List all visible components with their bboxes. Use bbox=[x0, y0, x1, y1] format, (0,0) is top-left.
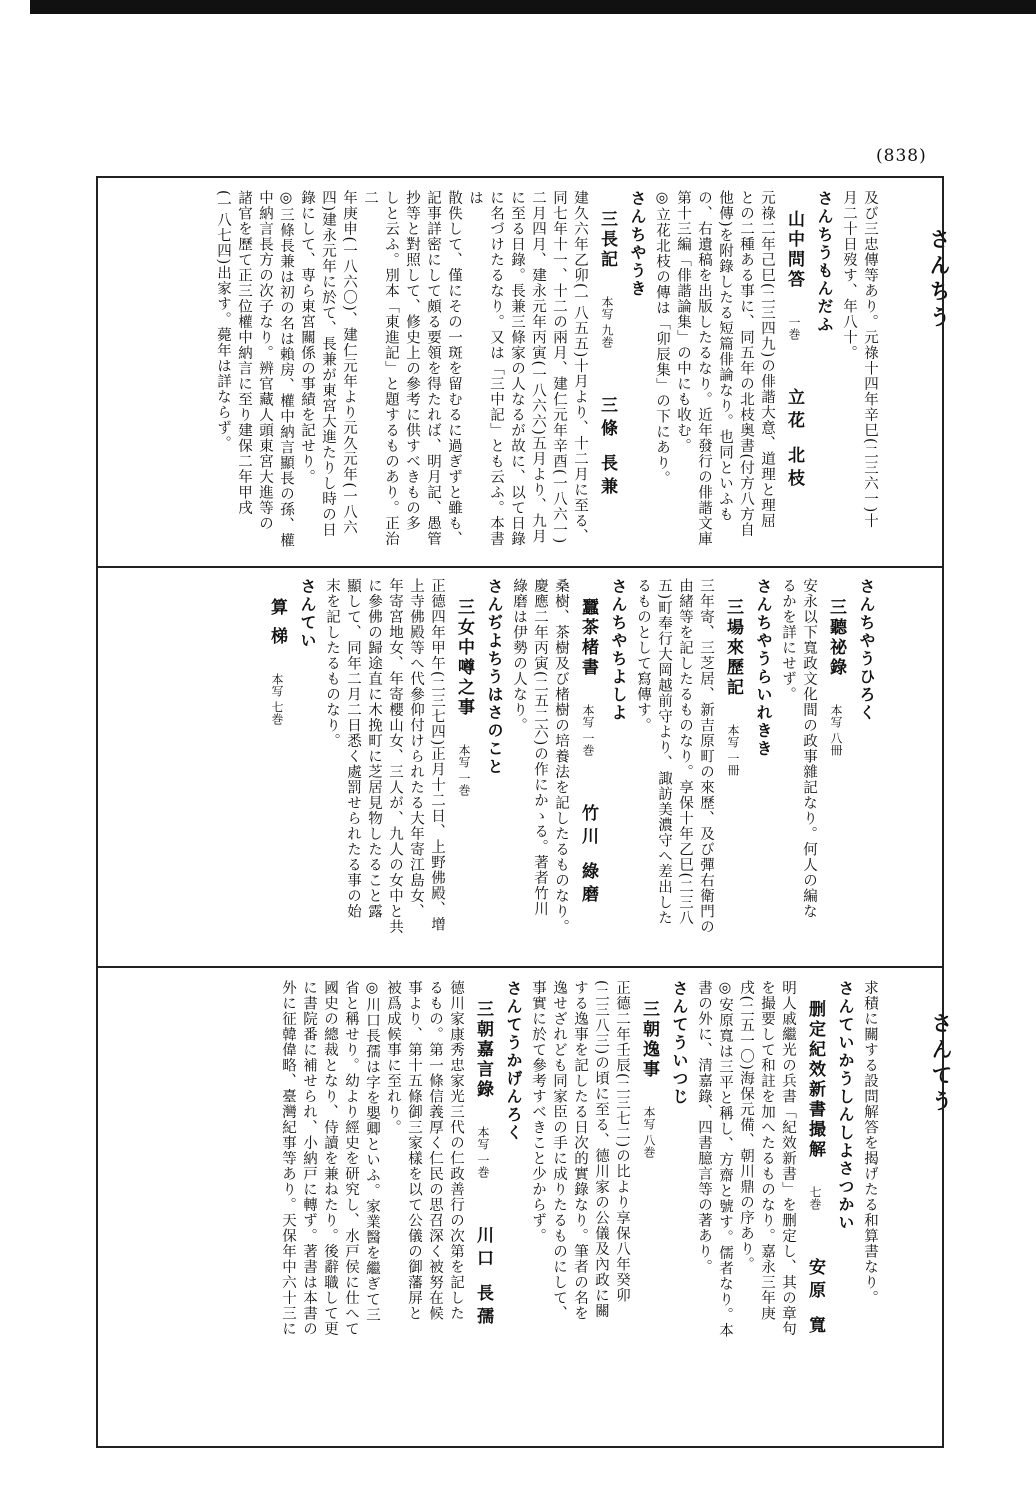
entry-title-line bbox=[447, 578, 481, 954]
entry-text-line: しと云ふ。別本「東進記」と題するものあり。正治二 bbox=[362, 190, 399, 547]
entry-volume-spec: 本写 一巻 bbox=[457, 744, 471, 796]
entry-volume-spec: 本写 七巻 bbox=[270, 672, 284, 725]
entry-text-line: 事より、第十五條御三家樣を以て公儀の御藩屏と bbox=[406, 980, 422, 1321]
entry-text-line: 錄にして、専ら東宮關係の事績を記せり。 bbox=[299, 190, 315, 485]
entry-reading-heading: さんてうかげんろく bbox=[504, 980, 523, 1142]
entry-title-line bbox=[716, 578, 750, 954]
entry-reading-heading: さんてういつじ bbox=[670, 980, 689, 1106]
entry-text-line: との二種ある事に、同五年の北枝奥書(付方八方自 bbox=[738, 190, 754, 538]
entry-text-line: 德川家康秀忠家光三代の仁政善行の次第を記した bbox=[448, 980, 464, 1321]
entry-volume-spec: 本写 一冊 bbox=[726, 724, 740, 776]
entry-text-line: 國史の總裁となり、侍讀を兼ねたり。後辭職して更 bbox=[322, 980, 338, 1337]
entry-title-line bbox=[260, 578, 294, 954]
entry-title-line bbox=[798, 980, 832, 1436]
entry-text-line: 年寄宮地女、年寄櫻山女、三人が、九人の女中と共 bbox=[387, 578, 403, 935]
entry-reading-heading: さんちうもんだふ bbox=[815, 190, 834, 334]
entry-text-line: の、右遺稿を出版したるなり。近年發行の俳諧文庫 bbox=[696, 190, 712, 547]
entry-text-line: 第十三編「俳諧論集」の中にも收む。 bbox=[675, 190, 691, 454]
entry-text-line: 諸官を歷て正三位權中納言に至り建保二年甲戌 bbox=[236, 190, 252, 516]
entry-volume-spec: 本写 八冊 bbox=[829, 704, 843, 756]
entry-volume-spec: 本写 九巻 bbox=[600, 296, 614, 348]
top-black-rule bbox=[30, 0, 1036, 14]
entry-text-line: 二月四月、建永元年丙寅(一八六六)五月より、九月 bbox=[530, 190, 546, 545]
entry-reading-heading: さんちやちよしよ bbox=[609, 578, 628, 722]
entry-text-line: 慶應二年丙寅(二五二六)の作にかゝる。著者竹川 bbox=[532, 578, 548, 917]
entry-text-line: 建久六年乙卯(一八五五)十月より、十二月に至る、 bbox=[572, 190, 588, 545]
entry-title: 三長記 bbox=[597, 210, 617, 270]
entry-text-line: 戌(二五一〇)海保元備、朝川鼎の序あり。 bbox=[738, 980, 754, 1273]
entry-text-line: 散佚して、僅にその一斑を留むるに過ぎずと雖も、 bbox=[446, 190, 462, 547]
entry-text-line: ◎三條長兼は初の名は賴房、權中納言顯長の孫、權 bbox=[278, 190, 294, 548]
entry-title: 三聽祕錄 bbox=[826, 598, 846, 678]
entry-title-line bbox=[590, 190, 624, 552]
section-divider bbox=[96, 966, 944, 968]
entry-text-line: 由緒等を記したるものなり。享保十年乙巳(二三八 bbox=[677, 578, 693, 926]
entry-title-line bbox=[571, 578, 605, 954]
entries-panel-middle bbox=[110, 578, 880, 954]
entry-text-line: 年庚申(一八六〇)、建仁元年より元久元年(一八六 bbox=[341, 190, 357, 536]
entries-panel-bottom bbox=[110, 980, 880, 1436]
entry-title: 三女中噂之事 bbox=[454, 598, 474, 718]
entry-volume-spec: 七巻 bbox=[808, 1186, 822, 1210]
entry-text-line: るもの。第一條信義厚く仁民の思召深く被努在候 bbox=[427, 980, 443, 1321]
entry-text-line: 書の外に、清嘉錄、四書臆言等の著あり。 bbox=[696, 980, 712, 1275]
entry-text-line: 中納言長方の次子なり。辨官藏人頭東宮大進等の bbox=[257, 190, 273, 531]
entry-text-line: 上寺佛殿等へ代參仰付けられたる大年寄江島女、 bbox=[408, 578, 424, 919]
entry-text-line: に名づけたるなり。又は「三中記」とも云ふ。本書は bbox=[467, 190, 504, 547]
entry-text-line: に書院番に補せられ、小納戸に轉ず。著書は本書の bbox=[301, 980, 317, 1337]
entry-text-line: 五)町奉行大岡越前守より、諏訪美濃守へ差出した bbox=[656, 578, 672, 926]
entry-author: 立花 北枝 bbox=[784, 388, 804, 492]
entry-title: 删定紀效新書撮解 bbox=[805, 1000, 825, 1160]
entry-text-line: (二三八三)の頃に至る、德川家の公儀及內政に關 bbox=[593, 980, 609, 1319]
entry-reading-heading: さんぢよちうはさのこと bbox=[485, 578, 504, 776]
entry-text-line: 求積に關する設問解答を揭げたる和算書なり。 bbox=[862, 980, 878, 1306]
entry-text-line: ◎川口長孺は字を嬰卿といふ。家業醫を繼ぎて三 bbox=[364, 980, 380, 1323]
entry-reading-heading: さんてい bbox=[298, 578, 317, 650]
entry-title: 算 梯 bbox=[267, 598, 287, 647]
entry-text-line: 元祿二年己巳(二三四九)の俳諧大意、道理と理屈 bbox=[759, 190, 775, 529]
entry-reading-heading: さんちやうらいれきき bbox=[754, 578, 773, 758]
entry-title-line bbox=[777, 190, 811, 552]
entry-title-line bbox=[466, 980, 500, 1436]
entry-text-line: 桑樹、茶樹及び楮樹の培養法を記したるものなり。 bbox=[553, 578, 569, 935]
entry-volume-spec: 本写 一巻 bbox=[476, 1126, 490, 1178]
entries-panel-top bbox=[110, 190, 880, 552]
entry-text-line: 綠磨は伊勢の人なり。 bbox=[511, 578, 527, 733]
entry-text-line: 月二十日歿す、年八十。 bbox=[841, 190, 857, 361]
entry-reading-heading: さんていかうしんしよさつかい bbox=[836, 980, 855, 1232]
entry-text-line: るかを詳にせず。 bbox=[780, 578, 796, 702]
entry-text-line: 事實に於て參考すべきこと少からず。 bbox=[530, 980, 546, 1244]
entry-text-line: 他傳)を附錄したる短篇俳論なり。也同といふも bbox=[717, 190, 733, 523]
entry-volume-spec: 本写 八巻 bbox=[642, 1106, 656, 1158]
entry-title: 蠶茶楮書 bbox=[578, 598, 598, 678]
entry-text-line: 省と稱せり。幼より經史を研究し、水戸侯に仕へて bbox=[343, 980, 359, 1337]
section-divider bbox=[96, 566, 944, 568]
entry-text-line: 安永以下寬政文化間の政事雜記なり。何人の編な bbox=[801, 578, 817, 919]
entry-author: 竹川 綠磨 bbox=[578, 803, 598, 908]
entry-text-line: 及び三忠傳等あり。元祿十四年辛巳(二三六一)十 bbox=[862, 190, 878, 529]
entry-title-line bbox=[819, 578, 853, 954]
page-number: (838) bbox=[876, 146, 927, 166]
entry-text-line: 明人戚繼光の兵書「紀效新書」を删定し、其の章句 bbox=[780, 980, 796, 1337]
entry-author: 三條 長兼 bbox=[597, 395, 617, 500]
entry-reading-heading: さんちやうき bbox=[628, 190, 647, 298]
entry-text-line: 正德二年壬辰(二三七二)の比より享保八年癸卯 bbox=[614, 980, 630, 1304]
entry-text-line: 逸せざれども同家臣の手に成りたるものにして、 bbox=[551, 980, 567, 1321]
entry-text-line: に至る日錄。長兼三條家の人なるが故に、以て日錄 bbox=[509, 190, 525, 547]
entry-title: 山中問答 bbox=[784, 210, 804, 290]
entry-text-line: (一八七四)出家す。薨年は詳ならず。 bbox=[215, 190, 231, 452]
entry-text-line: する逸事を記したる日次的實錄なり。筆者の名を bbox=[572, 980, 588, 1321]
entry-text-line: ◎立花北枝の傳は「卯辰集」の下にあり。 bbox=[654, 190, 670, 486]
entry-text-line: 外に征韓偉略、臺灣紀事等あり。天保年中六十三に bbox=[280, 980, 296, 1337]
entry-author: 安原 寬 bbox=[805, 1258, 825, 1339]
entry-text-line: 同七年十一、十二の兩月、建仁元年辛酉(一八六一) bbox=[551, 190, 567, 545]
entry-title: 三場來歷記 bbox=[723, 598, 743, 698]
entry-title: 三朝逸事 bbox=[639, 1000, 659, 1080]
entry-text-line: るものとして寫傳す。 bbox=[635, 578, 651, 733]
running-head-bottom: さんてう bbox=[929, 1012, 954, 1116]
entry-text-line: ◎安原寬は三平と稱し、方齋と號す。儒者なり。本 bbox=[717, 980, 733, 1338]
entry-title-line bbox=[632, 980, 666, 1436]
entry-text-line: 記事詳密にして頗る要領を得たれば、明月記、愚管 bbox=[425, 190, 441, 547]
entry-text-line: 四)建永元年に於て、長兼が東宮大進たりし時の日 bbox=[320, 190, 336, 538]
entry-volume-spec: 一巻 bbox=[787, 316, 801, 340]
entry-volume-spec: 本写 一巻 bbox=[581, 704, 595, 756]
entry-text-line: 抄等と對照して、修史上の參考に供すべきもの多 bbox=[404, 190, 420, 531]
entry-title: 三朝嘉言錄 bbox=[473, 1000, 493, 1100]
entry-text-line: に參佛の歸途直に木挽町に芝居見物したること露 bbox=[366, 578, 382, 919]
entry-text-line: 正德四年甲午(二三七四)正月十二日、上野佛殿、增 bbox=[429, 578, 445, 933]
entry-text-line: 顯して、同年二月二日悉く處罰せられたる事の始 bbox=[345, 578, 361, 919]
entry-text-line: 末を記したるものなり。 bbox=[324, 578, 340, 749]
entry-reading-heading: さんちやうひろく bbox=[857, 578, 876, 722]
running-head-top: さんちう bbox=[927, 228, 952, 332]
entry-text-line: 被爲成候事に至れり。 bbox=[385, 980, 401, 1135]
entry-text-line: 三年寄、三芝居、新吉原町の來歷、及び彈右衛門の bbox=[698, 578, 714, 935]
entry-author: 川口 長孺 bbox=[473, 1225, 493, 1330]
entry-text-line: を撮要して和註を加へたるものなり。嘉永三年庚 bbox=[759, 980, 775, 1321]
